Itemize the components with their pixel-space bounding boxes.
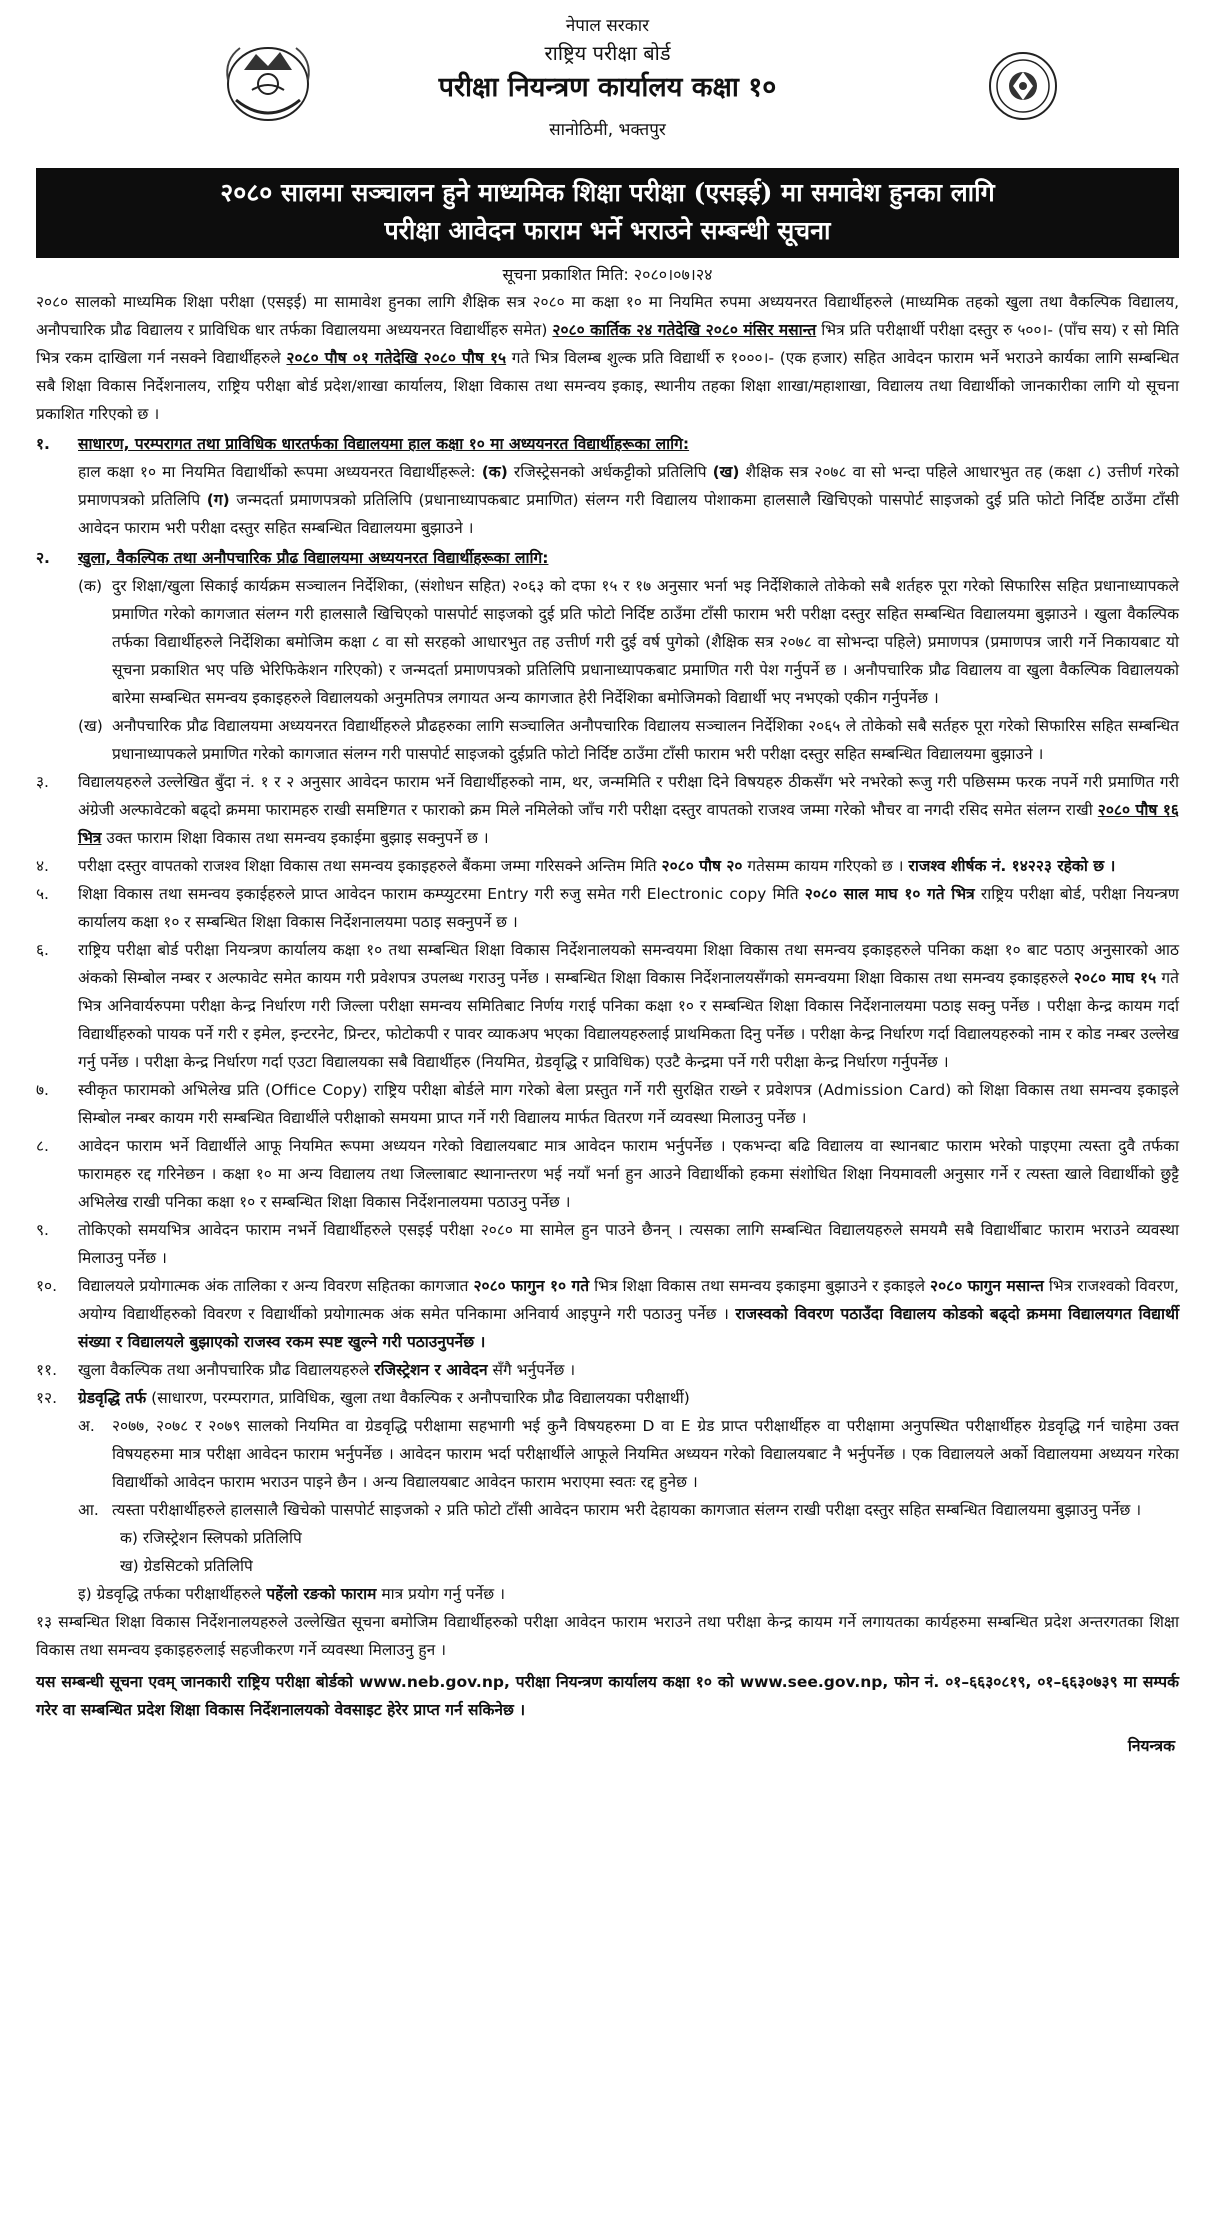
section-5-text-2: राष्ट्रिय परीक्षा बोर्ड, परीक्षा नियन्त्रण कार्यालय कक्षा १० र सम्बन्धित शिक्षा विकास निर्देशनालयमा पठाइ सक्नुपर्ने छ । (78, 885, 1179, 931)
section-3 (36, 768, 1179, 852)
section-12-label-i: इ) (78, 1585, 92, 1603)
section-9 (36, 1216, 1179, 1272)
section-12-item-i (36, 1580, 1179, 1608)
section-4-revenue-head: राजश्व शीर्षक नं. १४२२३ रहेको छ । (908, 857, 1116, 875)
section-2-text-kha: अनौपचारिक प्रौढ विद्यालयमा अध्ययनरत विद्यार्थीहरुले प्रौढहरुका लागि सञ्चालित अनौपचारिक विद्यालय सञ्चालन निर्देशिका २०६५ ले तोकेको सबै सर्तहरु पूरा गरेको सिफारिस सहित सम्बन्धित प्रधानाध्यापकले प्रमाणित गरेको कागजात संलग्न गरी पासपोर्ट साइजको दुईप्रति फोटो निर्दिष्ट ठाउँमा टाँसी फाराम भरी परीक्षा दस्तुर सहित सम्बन्धित विद्यालयमा बुझाउने । (112, 717, 1179, 763)
section-2-heading: खुला, वैकल्पिक तथा अनौपचारिक प्रौढ विद्यालयमा अध्ययनरत विद्यार्थीहरूका लागि: (78, 549, 549, 567)
section-12-doc-gradesheet: ख) ग्रेडसिटको प्रतिलिपि (120, 1557, 253, 1575)
section-4-text-1: परीक्षा दस्तुर वापतको राजश्व शिक्षा विकास तथा समन्वय इकाइहरुले बैंकमा जम्मा गरिसक्ने अन्तिम मिति (78, 857, 662, 875)
header-line-2: राष्ट्रिय परीक्षा बोर्ड (544, 41, 671, 65)
notice-title-line-2: परीक्षा आवेदन फाराम भर्ने भराउने सम्बन्धी सूचना (384, 216, 831, 245)
section-12-text: (साधारण, परम्परागत, प्राविधिक, खुला तथा वैकल्पिक र अनौपचारिक प्रौढ विद्यालयका परीक्षार्थी) (146, 1389, 690, 1407)
office-title: परीक्षा नियन्त्रण कार्यालय कक्षा १० (438, 72, 777, 103)
section-10-deadline-2: २०८० फागुन मसान्त (930, 1277, 1044, 1295)
section-1-label-kha: (ख) (712, 463, 740, 481)
section-1-body (36, 458, 1179, 542)
section-1-text-2: रजिस्ट्रेसनको अर्धकट्टीको प्रतिलिपि (507, 463, 713, 481)
section-12-item-aa (36, 1496, 1179, 1524)
section-12-number: १२. (36, 1389, 58, 1407)
section-6 (36, 936, 1179, 1076)
section-4-text-2: गतेसम्म कायम गरिएको छ । (742, 857, 909, 875)
section-12-doc-registration: क) रजिस्ट्रेशन स्लिपको प्रतिलिपि (120, 1529, 302, 1547)
section-1-text-4: जन्मदर्ता प्रमाणपत्रको प्रतिलिपि (प्रधानाध्यापकबाट प्रमाणित) संलग्न गरी विद्यालय पोशाकमा हालसालै खिचिएको पासपोर्ट साइजको दुई प्रति फोटो निर्दिष्ट ठाउँमा टाँसी आवेदन फाराम भरी परीक्षा दस्तुर सहित सम्बन्धित विद्यालयमा बुझाउने । (78, 491, 1179, 537)
letterhead (36, 12, 1179, 162)
section-10-text-1: विद्यालयले प्रयोगात्मक अंक तालिका र अन्य विवरण सहितका कागजात (78, 1277, 474, 1295)
intro-text-3: गते भित्र विलम्ब शुल्क प्रति विद्यार्थी रु १०००।- (एक हजार) सहित आवेदन फाराम भर्ने भराउने कार्यका लागि सम्बन्धित सबै शिक्षा विकास निर्देशनालय, राष्ट्रिय परीक्षा बोर्ड प्रदेश/शाखा कार्यालय, शिक्षा विकास तथा समन्वय इकाइ, स्थानीय तहका शिक्षा शाखा/महाशाखा, विद्यालय तथा विद्यार्थीको जानकारीका लागि यो सूचना प्रकाशित गरिएको छ । (36, 349, 1179, 423)
section-11-emphasis: रजिस्ट्रेशन र आवेदन (374, 1361, 488, 1379)
section-2-text-ka: दुर शिक्षा/खुला सिकाई कार्यक्रम सञ्चालन निर्देशिका, (संशोधन सहित) २०६३ को दफा १५ र १७ अनुसार भर्ना भइ निर्देशिकाले तोकेको सबै शर्तहरु पूरा गरेको सिफारिस सहित प्रधानाध्यापकले प्रमाणित गरेको कागजात संलग्न गरी हालसालै खिचिएको पासपोर्ट साइजको दुई प्रति फोटो निर्दिष्ट ठाउँमा टाँसी फाराम भरी परीक्षा दस्तुर सहित सम्बन्धित विद्यालयमा बुझाउने । खुला वैकल्पिक तर्फका विद्यार्थीहरुले निर्देशिका बमोजिम कक्षा ८ वा सो सरहको आधारभुत तह उत्तीर्ण गरी दुई वर्ष पुगेको (शैक्षिक सत्र २०७८ वा सोभन्दा पहिले) प्रमाणपत्र (प्रमाणपत्र जारी गर्ने निकायबाट यो सूचना प्रकाशित भए पछि भेरिफिकेशन गरिएको) र जन्मदर्ता प्रमाणपत्रको प्रतिलिपि प्रधानाध्यापकबाट प्रमाणित गरी पेश गर्नुपर्ने छ । अनौपचारिक प्रौढ विद्यालय वा खुला वैकल्पिक विद्यालयको बारेमा सम्बन्धित समन्वय इकाइहरुले विद्यालयको अनुमतिपत्र लगायत अन्य कागजात हेरी निर्देशिका बमोजिमको विद्यार्थी भए नभएको एकीन गर्नुपर्नेछ । (112, 577, 1179, 707)
intro-text-2: भित्र प्रति परीक्षार्थी परीक्षा दस्तुर रु ५००।- (पाँच सय) र सो मिति भित्र रकम दाखिला गर्न नसक्ने विद्यार्थीहरुले (36, 321, 1180, 367)
section-2-label-kha: (ख) (78, 717, 103, 735)
publish-date: सूचना प्रकाशित मिति: २०८०।०७।२४ (502, 265, 713, 284)
section-11 (36, 1356, 1179, 1384)
section-6-number: ६. (36, 941, 49, 959)
section-11-text-2: सँगै भर्नुपर्नेछ । (487, 1361, 576, 1379)
section-12-text-a: २०७७, २०७८ र २०७९ सालको नियमित वा ग्रेडवृद्धि परीक्षामा सहभागी भई कुनै विषयहरुमा D वा E ग्रेड प्राप्त परीक्षार्थीहरु वा परीक्षामा अनुपस्थित परीक्षार्थीहरु ग्रेडवृद्धि गर्न चाहेमा उक्त विषयहरुमा मात्र परीक्षा आवेदन फाराम भर्नुपर्नेछ । आवेदन फाराम भर्दा परीक्षार्थीले आफूले नियमित अध्ययन गरेको विद्यालयबाट नै भर्नुपर्नेछ । एक विद्यालयले अर्को विद्यालयमा अध्ययन गरेका विद्यार्थीको आवेदन फाराम भराउन पाइने छैन । अन्य विद्यालयबाट आवेदन फाराम भराएमा स्वतः रद्द हुनेछ । (112, 1417, 1179, 1491)
section-12-label-a: अ. (78, 1417, 95, 1435)
section-3-number: ३. (36, 773, 49, 791)
section-10-text-3: भित्र राजश्वको विवरण, अयोग्य विद्यार्थीहरुको विवरण र विद्यार्थीको प्रयोगात्मक अंक समेत पनिकामा अनिवार्य आइपुग्ने गरी पठाउनु पर्नेछ । (78, 1277, 1179, 1323)
section-10-text-2: भित्र शिक्षा विकास तथा समन्वय इकाइमा बुझाउने र इकाइले (589, 1277, 931, 1295)
section-5-text-1: शिक्षा विकास तथा समन्वय इकाईहरुले प्राप्त आवेदन फाराम कम्प्युटरमा Entry गरी रुजु समेत गरी Electronic copy मिति (78, 885, 805, 903)
section-6-text-1: राष्ट्रिय परीक्षा बोर्ड परीक्षा नियन्त्रण कार्यालय कक्षा १० तथा सम्बन्धित शिक्षा विकास निर्देशनालयको समन्वयमा शिक्षा विकास तथा समन्वय इकाइहरुले पनिका कक्षा १० बाट पठाए अनुसारको आठ अंकको सिम्बोल नम्बर र अल्फावेट समेत कायम गरी प्रवेशपत्र उपलब्ध गराउनु पर्नेछ । सम्बन्धित शिक्षा विकास निर्देशनालयसँगको समन्वयमा शिक्षा विकास तथा समन्वय इकाइहरुले (78, 941, 1179, 987)
section-12-item-a (36, 1412, 1179, 1496)
section-4-deadline: २०८० पौष २० (661, 857, 743, 875)
section-4-number: ४. (36, 857, 49, 875)
intro-deadline-late: २०८० पौष ०१ गतेदेखि २०८० पौष १५ (286, 349, 507, 367)
section-8-text: आवेदन फाराम भर्ने विद्यार्थीले आफू नियमित रूपमा अध्ययन गरेको विद्यालयबाट मात्र आवेदन फाराम भर्नुपर्नेछ । एकभन्दा बढि विद्यालय वा स्थानबाट फाराम भरेको पाइएमा त्यस्ता दुवै तर्फका फारामहरु रद्द गरिनेछन । कक्षा १० मा अन्य विद्यालय तथा जिल्लाबाट स्थानान्तरण भई नयाँ भर्ना हुन आउने विद्यार्थीको हकमा संशोधित शिक्षा नियमावली अनुसार गर्ने र त्यस्ता खाले विद्यार्थीको छुट्टै अभिलेख राखी पनिका कक्षा १० र सम्बन्धित शिक्षा विकास निर्देशनालयमा पठाउनु पर्नेछ । (78, 1137, 1179, 1211)
section-11-text-1: खुला वैकल्पिक तथा अनौपचारिक प्रौढ विद्यालयहरुले (78, 1361, 375, 1379)
section-3-deadline: २०८० पौष १६ भित्र (78, 801, 1179, 847)
section-12-yellow-form: पहेंलो रङको फाराम (266, 1585, 377, 1603)
section-8-number: ८. (36, 1137, 49, 1155)
section-13: १३ सम्बन्धित शिक्षा विकास निर्देशनालयहरुले उल्लेखित सूचना बमोजिम विद्यार्थीहरुको परीक्षा आवेदन फाराम भराउने तथा परीक्षा केन्द्र कायम गर्ने लगायतका कार्यहरुमा सम्बन्धित प्रदेश अन्तरगतका शिक्षा विकास तथा समन्वय इकाइहरुलाई सहजीकरण गर्ने व्यवस्था मिलाउनु हुन । (36, 1613, 1179, 1659)
section-11-number: ११. (36, 1361, 58, 1379)
section-10 (36, 1272, 1179, 1356)
section-1-text-3: शैक्षिक सत्र २०७८ वा सो भन्दा पहिले आधारभुत तह (कक्षा ८) उत्तीर्ण गरेको प्रमाणपत्रको प्रतिलिपि (78, 463, 1179, 509)
section-10-revenue-note: राजस्वको विवरण पठाउँदा विद्यालय कोडको बढ्दो क्रममा विद्यालयगत विद्यार्थी संख्या र विद्यालयले बुझाएको राजस्व रकम स्पष्ट खुल्ने गरी पठाउनुपर्नेछ । (78, 1305, 1179, 1351)
intro-text-1: २०८० सालको माध्यमिक शिक्षा परीक्षा (एसइई) मा सामावेश हुनका लागि शैक्षिक सत्र २०८० मा कक्षा १० मा नियमित रुपमा अध्ययनरत विद्यार्थीहरुले (माध्यमिक तहको खुला तथा वैकल्पिक विद्यालय, अनौपचारिक प्रौढ विद्यालय र प्राविधिक धार तर्फका विद्यालयमा अध्ययनरत विद्यार्थीहरु समेत) (36, 293, 1179, 339)
section-1-title (36, 430, 1179, 458)
section-7-text: स्वीकृत फारामको अभिलेख प्रति (Office Copy) राष्ट्रिय परीक्षा बोर्डले माग गरेको बेला प्रस्तुत गर्ने गरी सुरक्षित राख्ने र प्रवेशपत्र (Admission Card) को शिक्षा विकास तथा समन्वय इकाइले सिम्बोल नम्बर कायम गरी सम्बन्धित विद्यार्थीले परीक्षाको समयमा प्राप्त गर्ने गरी विद्यालय मार्फत वितरण गर्ने व्यवस्था मिलाउनु पर्नेछ । (78, 1081, 1179, 1127)
office-address: सानोठिमी, भक्तपुर (549, 120, 666, 140)
section-9-text: तोकिएको समयभित्र आवेदन फाराम नभर्ने विद्यार्थीहरुले एसइई परीक्षा २०८० मा सामेल हुन पाउने छैनन् । त्यसका लागि सम्बन्धित विद्यालयहरुले समयमै सबै विद्यार्थीबाट फाराम भराउने व्यवस्था मिलाउनु पर्नेछ । (78, 1221, 1179, 1267)
section-3-text-2: उक्त फाराम शिक्षा विकास तथा समन्वय इकाईमा बुझाइ सक्नुपर्ने छ । (101, 829, 489, 847)
section-3-text-1: विद्यालयहरुले उल्लेखित बुँदा नं. १ र २ अनुसार आवेदन फाराम भर्ने विद्यार्थीहरुको नाम, थर, जन्ममिति र परीक्षा दिने विषयहरु ठीकसँग भरे नभरेको रूजु गरी पछिसम्म फरक नपर्ने गरी प्रमाणित गरी अंग्रेजी अल्फावेटको बढ्दो क्रममा फारामहरु राखी समष्टिगत र फाराको क्रम मिले नमिलेको जाँच गरी परीक्षा दस्तुर वापतको राजश्व जम्मा गरेको भौचर वा नगदी रसिद समेत संलग्न राखी (78, 773, 1179, 819)
section-2-number: २. (36, 549, 50, 567)
section-10-deadline-1: २०८० फागुन १० गते (473, 1277, 590, 1295)
section-2-item-ka (36, 572, 1179, 712)
section-5-number: ५. (36, 885, 49, 903)
header-line-1: नेपाल सरकार (565, 16, 650, 36)
section-5-deadline: २०८० साल माघ १० गते भित्र (804, 885, 975, 903)
intro-deadline-regular: २०८० कार्तिक २४ गतेदेखि २०८० मंसिर मसान्त (552, 321, 817, 339)
section-7-number: ७. (36, 1081, 49, 1099)
signature-controller: नियन्त्रक (1127, 1737, 1175, 1755)
section-1-number: १. (36, 435, 50, 453)
section-1-heading: साधारण, परम्परागत तथा प्राविधिक धारतर्फका विद्यालयमा हाल कक्षा १० मा अध्ययनरत विद्यार्थीहरूका लागि: (78, 435, 690, 453)
section-4 (36, 852, 1179, 880)
section-6-deadline: २०८० माघ १५ (1073, 969, 1157, 987)
intro-paragraph (36, 288, 1179, 428)
section-12 (36, 1384, 1179, 1412)
section-1-text-1: हाल कक्षा १० मा नियमित विद्यार्थीको रूपमा अध्ययनरत विद्यार्थीहरूले: (78, 463, 482, 481)
section-6-text-2: गते भित्र अनिवार्यरुपमा परीक्षा केन्द्र निर्धारण गरी जिल्ला परीक्षा समन्वय समितिबाट निर्णय गराई पनिका कक्षा १० र सम्बन्धित शिक्षा विकास निर्देशनालयमा पठाइ सक्नु पर्नेछ । परीक्षा केन्द्र कायम गर्दा विद्यार्थीहरुको पायक पर्ने गरी र इमेल, इन्टरनेट, प्रिन्टर, फोटोकपी र पावर व्याकअप भएका विद्यालयहरुलाई प्राथमिकता दिनु पर्नेछ । परीक्षा केन्द्र निर्धारण गर्दा विद्यालयहरुको नाम र कोड नम्बर उल्लेख गर्नु पर्नेछ । परीक्षा केन्द्र निर्धारण गर्दा एउटा विद्यालयका सबै विद्यार्थीहरु (नियमित, ग्रेडवृद्धि र प्राविधिक) एउटै केन्द्रमा पर्ने गरी परीक्षा केन्द्र निर्धारण गर्नुपर्नेछ । (78, 969, 1179, 1071)
section-2-item-kha (36, 712, 1179, 768)
contact-info: यस सम्बन्धी सूचना एवम् जानकारी राष्ट्रिय परीक्षा बोर्डको www.neb.gov.np, परीक्षा नियन्त्रण कार्यालय कक्षा १० को www.see.gov.np, फोन नं. ०१–६६३०८१९, ०१–६६३०७३९ मा सम्पर्क गरेर वा सम्बन्धित प्रदेश शिक्षा विकास निर्देशनालयको वेवसाइट हेरेर प्राप्त गर्न सकिनेछ । (36, 1673, 1179, 1719)
nepal-government-emblem-icon (222, 40, 314, 135)
section-12-text-i-2: मात्र प्रयोग गर्नु पर्नेछ । (376, 1585, 505, 1603)
section-2-label-ka: (क) (78, 577, 102, 595)
notice-title-banner (36, 168, 1179, 258)
section-1-label-ga: (ग) (206, 491, 230, 509)
section-8 (36, 1132, 1179, 1216)
section-12-label-aa: आ. (78, 1501, 99, 1519)
examination-board-logo-icon (987, 50, 1059, 131)
section-12-text-i-1: ग्रेडवृद्धि तर्फका परीक्षार्थीहरुले (91, 1585, 267, 1603)
section-10-number: १०. (36, 1277, 58, 1295)
section-12-text-aa: त्यस्ता परीक्षार्थीहरुले हालसालै खिचेको पासपोर्ट साइजको २ प्रति फोटो टाँसी आवेदन फाराम भरी देहायका कागजात संलग्न राखी परीक्षा दस्तुर सहित सम्बन्धित विद्यालयमा बुझाउनु पर्नेछ । (112, 1501, 1142, 1519)
section-12-heading: ग्रेडवृद्धि तर्फ (78, 1389, 147, 1407)
section-9-number: ९. (36, 1221, 49, 1239)
notice-title-line-1: २०८० सालमा सञ्चालन हुने माध्यमिक शिक्षा परीक्षा (एसइई) मा समावेश हुनका लागि (220, 178, 995, 207)
section-1-label-ka: (क) (481, 463, 508, 481)
section-2-title (36, 544, 1179, 572)
section-5 (36, 880, 1179, 936)
section-7 (36, 1076, 1179, 1132)
